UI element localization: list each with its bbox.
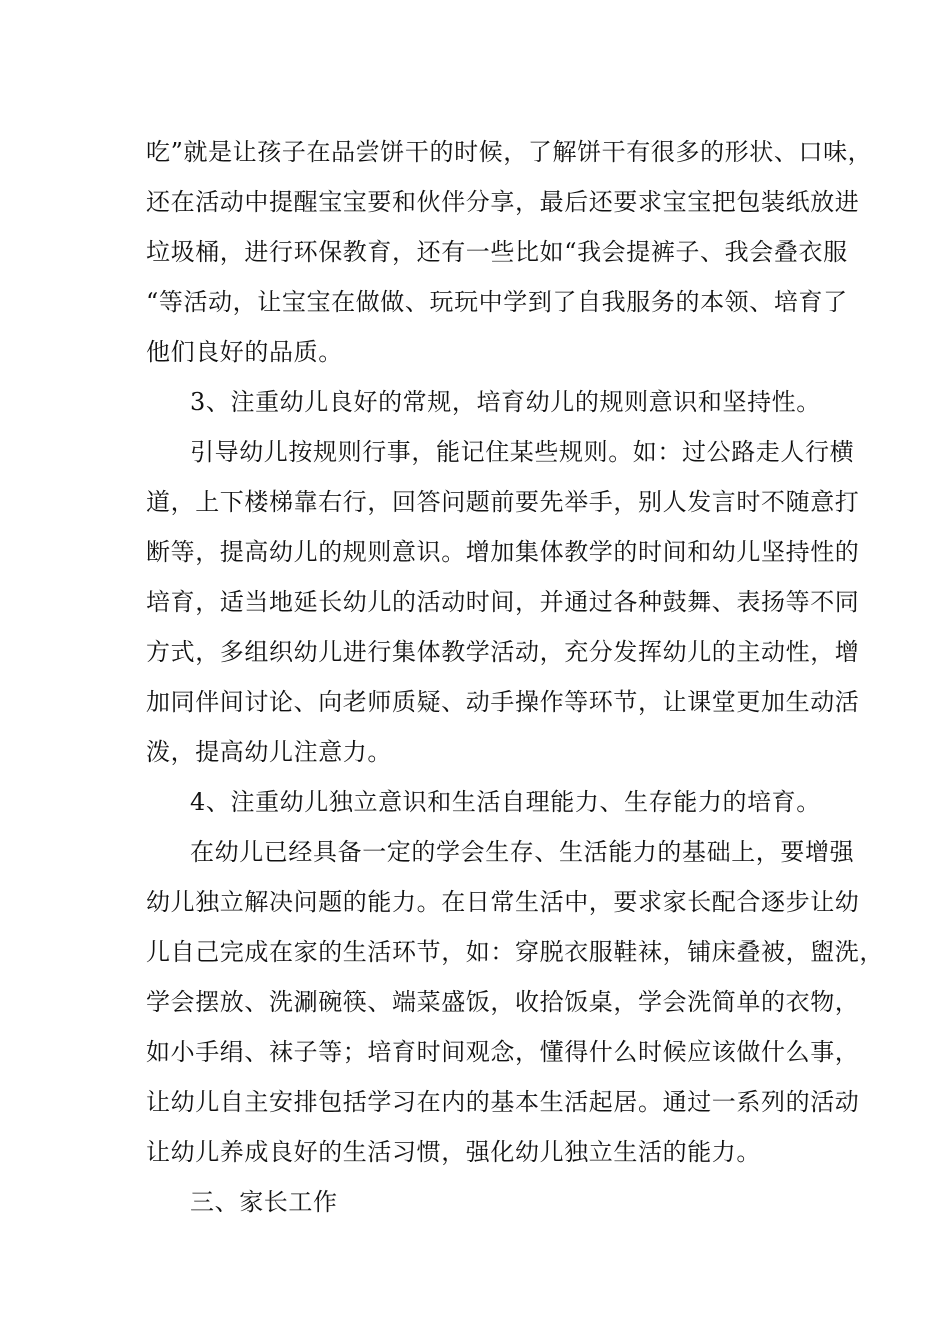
text-line: 道，上下楼梯靠右行，回答问题前要先举手，别人发言时不随意打 [146,488,860,516]
text-line: 幼儿独立解决问题的能力。在日常生活中，要求家长配合逐步让幼 [146,888,860,916]
text-line: 垃圾桶，进行环保教育，还有一些比如“我会提裤子、我会叠衣服 [146,238,848,266]
section-heading: 3、注重幼儿良好的常规，培育幼儿的规则意识和坚持性。 [190,388,821,416]
text-line: 让幼儿养成良好的生活习惯，强化幼儿独立生活的能力。 [146,1138,761,1166]
text-line: 学会摆放、洗涮碗筷、端菜盛饭，收拾饭桌，学会洗简单的衣物， [146,988,860,1016]
text-line: 在幼儿已经具备一定的学会生存、生活能力的基础上，要增强 [190,838,855,866]
text-line: 培育，适当地延长幼儿的活动时间，并通过各种鼓舞、表扬等不同 [146,588,860,616]
text-line: 他们良好的品质。 [146,338,343,366]
section-heading: 4、注重幼儿独立意识和生活自理能力、生存能力的培育。 [190,788,821,816]
section-heading: 三、家长工作 [190,1188,338,1216]
text-line: 吃”就是让孩子在品尝饼干的时候，了解饼干有很多的形状、口味， [146,138,873,166]
text-line: 如小手绢、袜子等；培育时间观念，懂得什么时候应该做什么事， [146,1038,860,1066]
text-line: 引导幼儿按规则行事，能记住某些规则。如：过公路走人行横 [190,438,855,466]
text-line: 方式，多组织幼儿进行集体教学活动，充分发挥幼儿的主动性，增 [146,638,860,666]
text-line: “等活动，让宝宝在做做、玩玩中学到了自我服务的本领、培育了 [146,288,848,316]
text-line: 断等，提高幼儿的规则意识。增加集体教学的时间和幼儿坚持性的 [146,538,860,566]
text-line: 儿自己完成在家的生活环节，如：穿脱衣服鞋袜，铺床叠被，盥洗， [146,938,884,966]
text-line: 泼，提高幼儿注意力。 [146,738,392,766]
text-line: 还在活动中提醒宝宝要和伙伴分享，最后还要求宝宝把包装纸放进 [146,188,860,216]
text-line: 加同伴间讨论、向老师质疑、动手操作等环节，让课堂更加生动活 [146,688,860,716]
text-line: 让幼儿自主安排包括学习在内的基本生活起居。通过一系列的活动 [146,1088,860,1116]
